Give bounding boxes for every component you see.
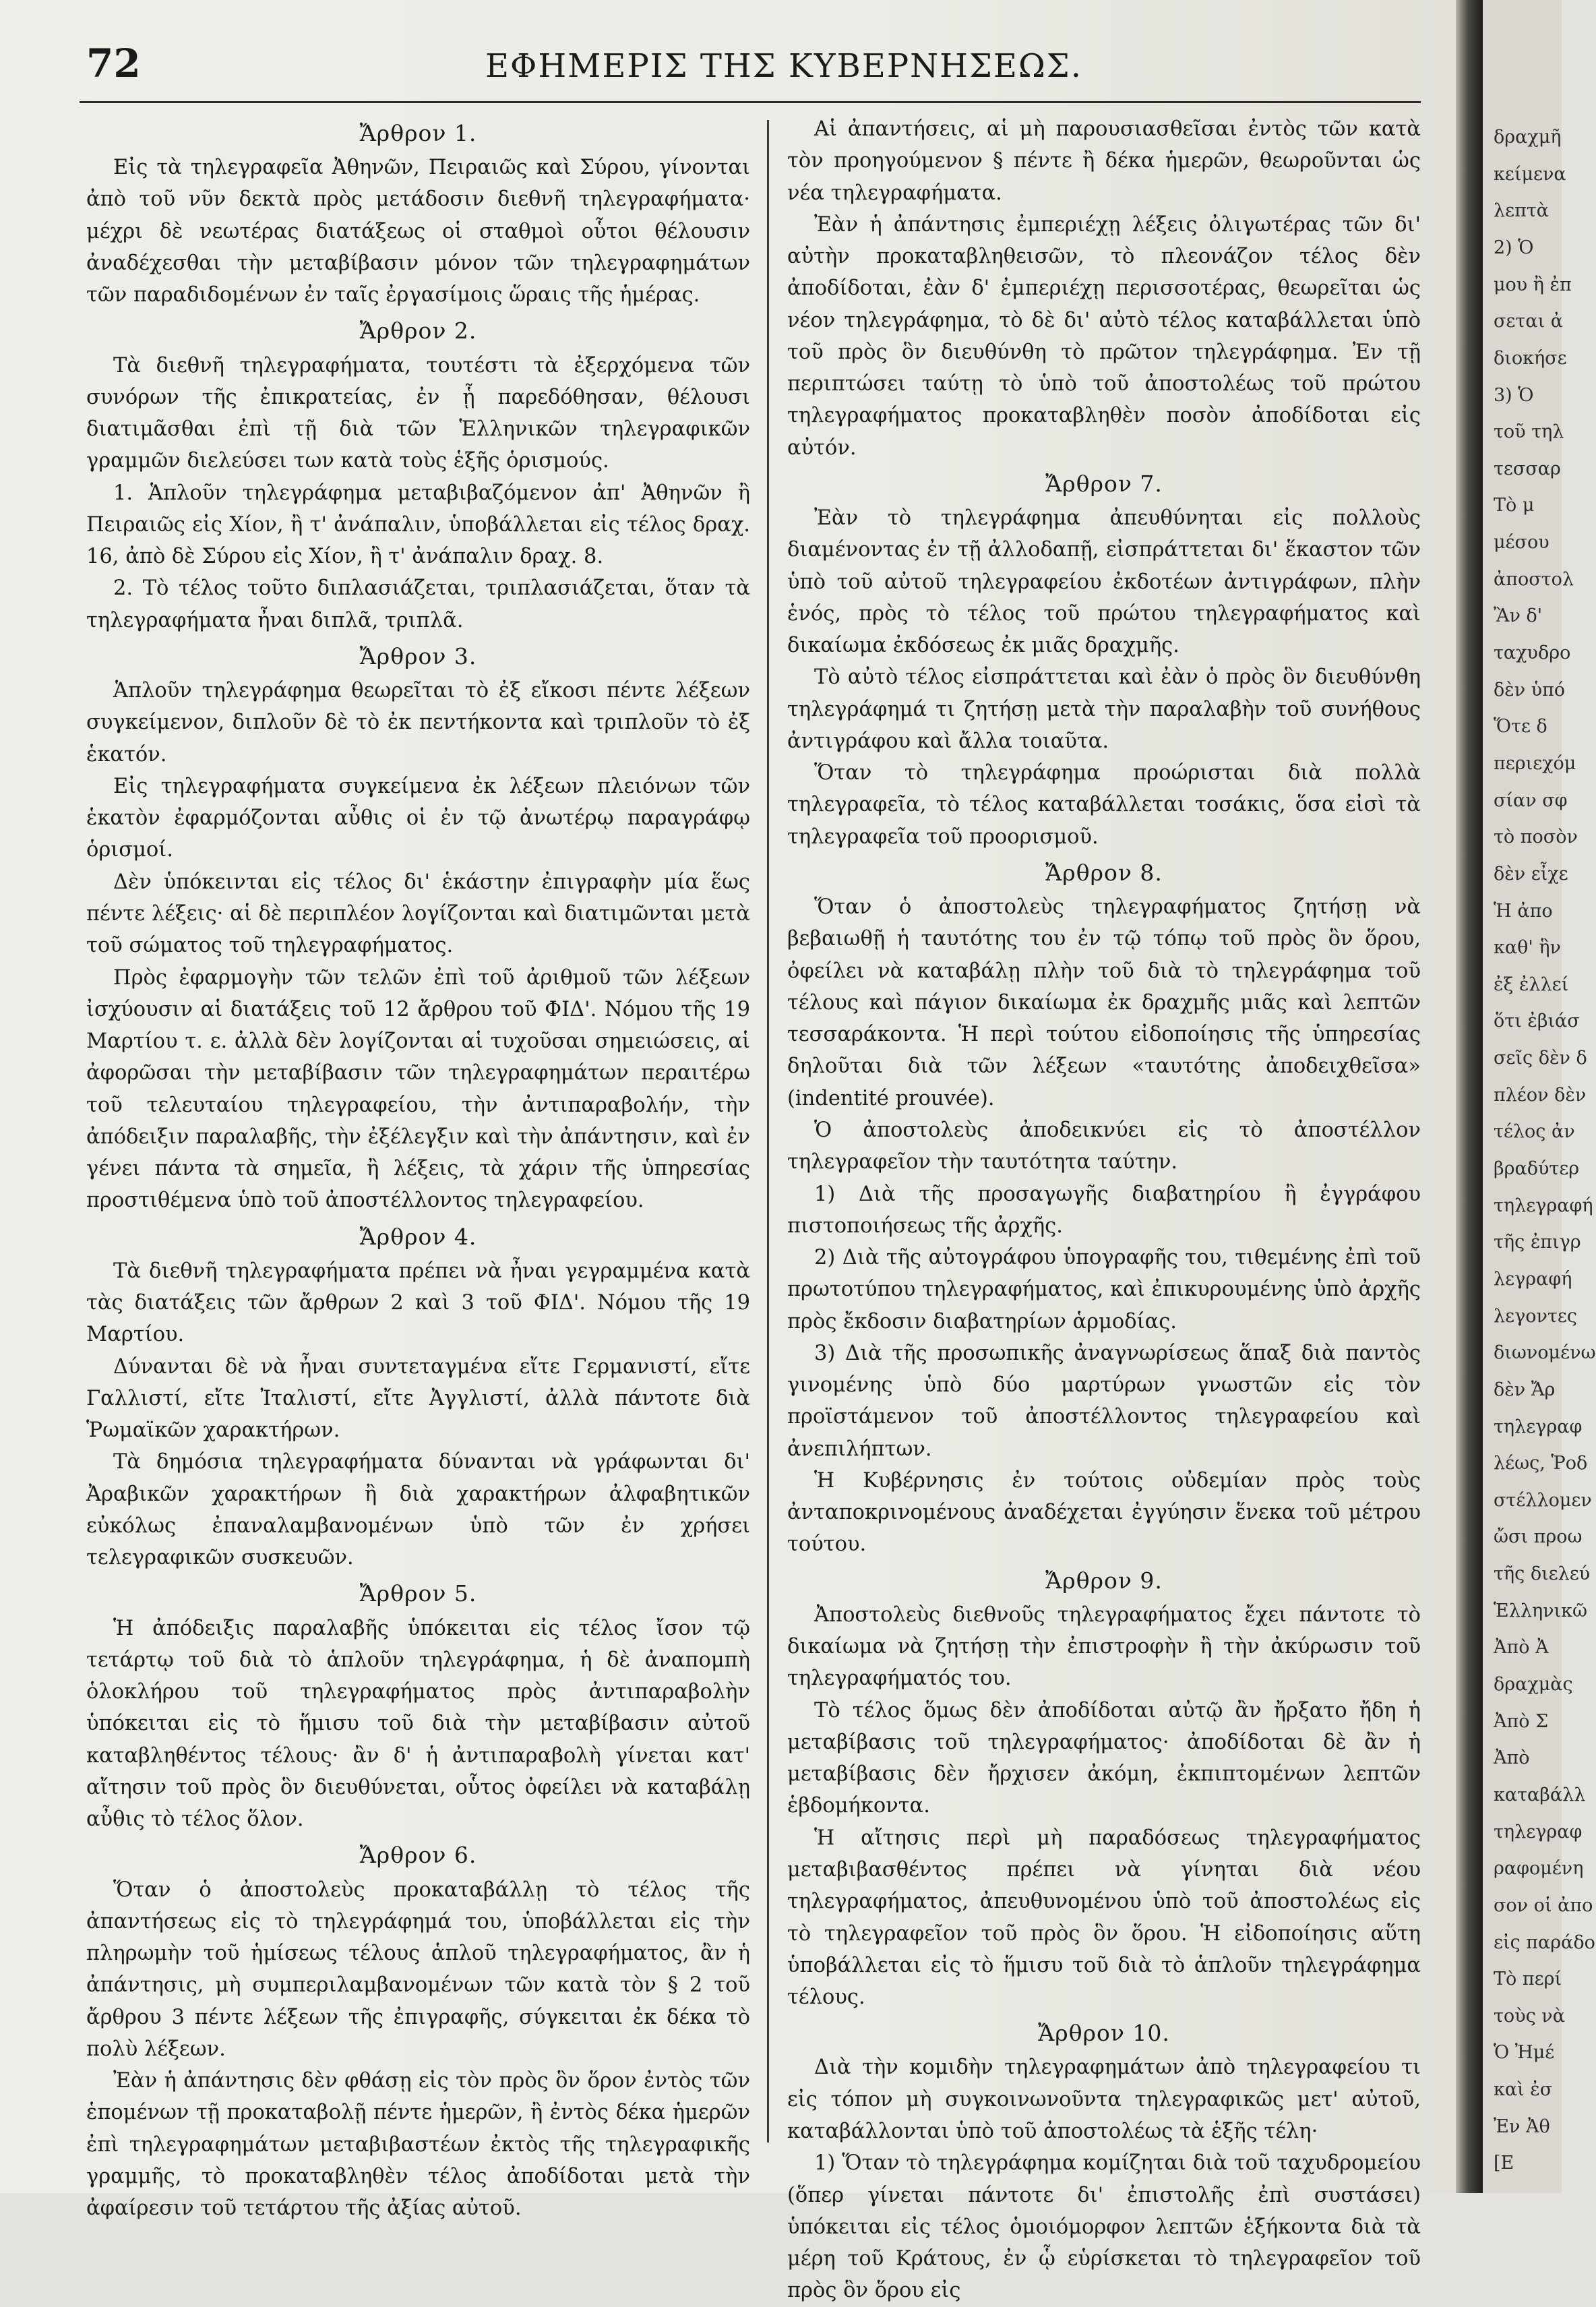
paragraph: 1. Ἁπλοῦν τηλεγράφημα μεταβιβαζόμενον ἀπ' Ἀθηνῶν ἢ Πειραιῶς εἰς Χίον, ἢ τ' ἀνάπαλιν, ὑποβάλλεται εἰς τέλος δραχ. 16, ἀπὸ δὲ Σύρου εἰς Χίον, ἢ τ' ἀνάπαλιν δραχ. 8.: [86, 481, 750, 569]
paragraph: Αἱ ἀπαντήσεις, αἱ μὴ παρουσιασθεῖσαι ἐντὸς τῶν κατὰ τὸν προηγούμενον § πέντε ἢ δέκα ἡμερῶν, θεωροῦνται ὡς νέα τηλεγραφήματα.: [787, 117, 1421, 205]
facing-page-fragment: τῆς ἐπιγρ: [1494, 1232, 1581, 1253]
paragraph: Τὰ διεθνῆ τηλεγραφήματα, τουτέστι τὰ ἐξερχόμενα τῶν συνόρων τῆς ἐπικρατείας, ἐν ᾗ παρεδόθησαν, θέλουσι διατιμᾶσθαι ἐπὶ τῇ διὰ τῶν Ἑλληνικῶν τηλεγραφικῶν γραμμῶν διελεύσει των κατὰ τοὺς ἑξῆς ὁρισμούς.: [86, 353, 750, 473]
facing-page-fragment: δραχμῆ: [1494, 127, 1562, 148]
facing-page-fragment: σον οἱ ἀπο: [1494, 1895, 1593, 1916]
facing-page-fragment: δὲν Ἄρ: [1494, 1379, 1556, 1400]
paragraph: Τὰ δημόσια τηλεγραφήματα δύνανται νὰ γράφωνται δι' Ἀραβικῶν χαρακτήρων ἢ διὰ χαρακτήρων ἀλφαβητικῶν εὐκόλως ἐπαναλαμβανομένων ὑπὸ τῶν ἐν χρήσει τελεγραφικῶν συσκευῶν.: [86, 1450, 750, 1570]
paragraph: 1) Διὰ τῆς προσαγωγῆς διαβατηρίου ἢ ἐγγράφου πιστοποιήσεως τῆς ἀρχῆς.: [787, 1182, 1421, 1238]
facing-page-fragment: Τὸ περί: [1494, 1969, 1562, 1989]
article-heading: Ἄρθρον 1.: [359, 120, 477, 146]
paragraph: 2. Τὸ τέλος τοῦτο διπλασιάζεται, τριπλασιάζεται, ὅταν τὰ τηλεγραφήματα ἦναι διπλᾶ, τριπλᾶ.: [86, 576, 750, 632]
article-heading: Ἄρθρον 10.: [1038, 2020, 1170, 2047]
page-number: 72: [86, 40, 141, 86]
facing-page-fragment: στέλλομεν: [1494, 1490, 1592, 1511]
article-heading: Ἄρθρον 7.: [1045, 470, 1163, 497]
paragraph: Τὸ τέλος ὅμως δὲν ἀποδίδοται αὐτῷ ἂν ἤρξατο ἤδη ἡ μεταβίβασις τοῦ τηλεγραφήματος· ἀποδίδοται δὲ ἂν ἡ μεταβίβασις δὲν ἤρχισεν ἀκόμη, ἐκπιπτομένων λεπτῶν ἑβδομήκοντα.: [787, 1698, 1421, 1818]
column-divider: [767, 120, 769, 2143]
paragraph: Ἡ Κυβέρνησις ἐν τούτοις οὐδεμίαν πρὸς τοὺς ἀνταποκρινομένους ἀναδέχεται ἐγγύησιν ἕνεκα τοῦ μέτρου τούτου.: [787, 1468, 1421, 1557]
paragraph: Ὁ ἀποστολεὺς ἀποδεικνύει εἰς τὸ ἀποστέλλον τηλεγραφεῖον τὴν ταυτότητα ταύτην.: [787, 1118, 1421, 1174]
facing-page-fragment: τοῦ τηλ: [1494, 421, 1564, 442]
facing-page-fragment: Ὁ Ἠμέ: [1494, 2042, 1555, 2063]
facing-page-fragment: λεπτὰ: [1494, 200, 1549, 221]
article-heading: Ἄρθρον 2.: [359, 318, 477, 344]
article-heading: Ἄρθρον 6.: [359, 1842, 477, 1869]
facing-page-fragment: πλέον δὲν: [1494, 1085, 1587, 1106]
facing-page-fragment: σεῖς δὲν δ: [1494, 1048, 1587, 1069]
paragraph: Δὲν ὑπόκεινται εἰς τέλος δι' ἑκάστην ἐπιγραφὴν μία ἕως πέντε λέξεις· αἱ δὲ περιπλέον λογίζονται καὶ διατιμῶνται μετὰ τοῦ σώματος τοῦ τηλεγραφήματος.: [86, 870, 750, 958]
paragraph: Τὸ αὐτὸ τέλος εἰσπράττεται καὶ ἐὰν ὁ πρὸς ὃν διευθύνθη τηλεγράφημά τι ζητήσῃ μετὰ τὴν παραλαβὴν τοῦ συνήθους ἀντιγράφου καὶ ἄλλα τοιαῦτα.: [787, 665, 1421, 753]
facing-page-fragment: Ὅτε δ: [1494, 716, 1547, 737]
facing-page-fragment: τηλεγραφή: [1494, 1195, 1593, 1216]
facing-page-fragment: βραδύτερ: [1494, 1158, 1580, 1179]
facing-page-fragment: κείμενα: [1494, 164, 1566, 185]
facing-page-fragment: [Ε: [1494, 2153, 1514, 2174]
paragraph: Ἁπλοῦν τηλεγράφημα θεωρεῖται τὸ ἐξ εἴκοσι πέντε λέξεων συγκείμενον, διπλοῦν δὲ τὸ ἐκ πεντήκοντα καὶ τριπλοῦν τὸ ἐξ ἑκατόν.: [86, 679, 750, 767]
facing-page-fragment: λεγραφή: [1494, 1269, 1572, 1290]
facing-page-fragment: ἀποστολ: [1494, 569, 1574, 590]
left-column: [86, 113, 750, 2221]
facing-page-fragment: 3) Ὁ: [1494, 385, 1534, 406]
paragraph: Δύνανται δὲ νὰ ἦναι συντεταγμένα εἴτε Γερμανιστί, εἴτε Γαλλιστί, εἴτε Ἰταλιστί, εἴτε Ἀγγλιστί, ἀλλὰ πάντοτε διὰ Ῥωμαϊκῶν χαρακτήρων.: [86, 1354, 750, 1443]
facing-page-fragment: Τὸ μ: [1494, 495, 1535, 516]
facing-page-fragment: τηλεγραφ: [1494, 1822, 1583, 1842]
facing-page-fragment: Ἂν δ': [1494, 605, 1543, 626]
paragraph: Ὅταν ὁ ἀποστολεὺς προκαταβάλλῃ τὸ τέλος τῆς ἀπαντήσεως εἰς τὸ τηλεγράφημά του, ὑποβάλλεται εἰς τὴν πληρωμὴν τοῦ ἡμίσεως τέλους ἁπλοῦ τηλεγραφήματος, ἂν ἡ ἀπάντησις, μὴ συμπεριλαμβανομένων τῶν κατὰ τὸν § 2 τοῦ ἄρθρου 3 πέντε λέξεων τῆς ἐπιγραφῆς, σύγκειται ἐκ δέκα τὸ πολὺ λέξεων.: [86, 1878, 750, 2061]
facing-page-fragment: Ἐν Ἀθ: [1494, 2116, 1550, 2137]
facing-page-fragment: καὶ ἐσ: [1494, 2079, 1553, 2100]
facing-page-fragment: σίαν σφ: [1494, 790, 1568, 811]
facing-page-fragment: Ἡ ἀπο: [1494, 901, 1553, 922]
facing-page-fragment: δὲν εἶχε: [1494, 864, 1568, 885]
paragraph: Ἡ αἴτησις περὶ μὴ παραδόσεως τηλεγραφήματος μεταβιβασθέντος πρέπει νὰ γίνηται διὰ νέου τηλεγραφήματος, ἀπευθυνομένου ὑπὸ τοῦ ἀποστολέως εἰς τὸ τηλεγραφεῖον τοῦ πρὸς ὃν ὅρου. Ἡ εἰδοποίησις αὕτη ὑποβάλλεται εἰς τὸ ἥμισυ τοῦ διὰ τὸ ἁπλοῦν τηλεγράφημα τέλους.: [787, 1826, 1421, 2010]
facing-page-fragment: δραχμὰς: [1494, 1674, 1573, 1695]
facing-page-fragment: Ἀπὸ Ἀ: [1494, 1637, 1549, 1658]
facing-page-fragment: εἰς παράδο: [1494, 1932, 1595, 1953]
header-rule: [80, 101, 1421, 103]
facing-page-fragment: καθ' ἣν: [1494, 937, 1561, 958]
paragraph: Ἡ ἀπόδειξις παραλαβῆς ὑπόκειται εἰς τέλος ἴσον τῷ τετάρτῳ τοῦ διὰ τὸ ἁπλοῦν τηλεγράφημα, ἡ δὲ ἀναπομπὴ ὁλοκλήρου τοῦ τηλεγραφήματος πρὸς ἀντιπαραβολὴν ὑπόκειται εἰς τὸ ἥμισυ τοῦ διὰ τὴν μεταβίβασιν αὐτοῦ καταβληθέντος τέλους· ἂν δ' ἡ ἀντιπαραβολὴ γίνεται κατ' αἴτησιν τοῦ πρὸς ὃν διευθύνεται, οὗτος ὀφείλει νὰ καταβάλῃ αὖθις τὸ τέλος ὅλον.: [86, 1616, 750, 1832]
right-column: [787, 113, 1421, 2303]
facing-page-edge: [1483, 0, 1596, 2193]
facing-page-fragment: μου ἢ ἐπ: [1494, 274, 1572, 295]
page-title: ΕΦΗΜΕΡΙΣ ΤΗΣ ΚΥΒΕΡΝΗΣΕΩΣ.: [485, 47, 1082, 85]
article-heading: Ἄρθρον 8.: [1045, 859, 1163, 886]
facing-page-fragment: 2) Ὁ: [1494, 237, 1534, 258]
facing-page-fragment: ἐξ ἐλλεί: [1494, 974, 1569, 995]
paragraph: Εἰς τὰ τηλεγραφεῖα Ἀθηνῶν, Πειραιῶς καὶ Σύρου, γίνονται ἀπὸ τοῦ νῦν δεκτὰ πρὸς μετάδοσιν διεθνῆ τηλεγραφήματα· μέχρι δὲ νεωτέρας διατάξεως οἱ σταθμοὶ οὗτοι θέλουσιν ἀναδέχεσθαι τὴν μεταβίβασιν μόνον τῶν τηλεγραφημάτων τῶν παραδιδομένων ἐν ταῖς ἐργασίμοις ὥραις τῆς ἡμέρας.: [86, 156, 750, 307]
book-binding: [1456, 0, 1483, 2193]
facing-page-fragment: τὸ ποσὸν: [1494, 827, 1578, 847]
facing-page-fragment: τοὺς νὰ: [1494, 2006, 1565, 2027]
article-heading: Ἄρθρον 3.: [359, 643, 477, 669]
facing-page-fragment: λεγοντες: [1494, 1306, 1577, 1327]
article-heading: Ἄρθρον 9.: [1045, 1567, 1163, 1594]
facing-page-fragment: τηλεγραφ: [1494, 1416, 1583, 1437]
facing-page-fragment: Ἀπὸ: [1494, 1747, 1530, 1768]
facing-page-fragment: σεται ἀ: [1494, 311, 1563, 332]
article-heading: Ἄρθρον 4.: [359, 1223, 477, 1250]
facing-page-fragment: τῆς διελεύ: [1494, 1563, 1591, 1584]
facing-page-fragment: ταχυδρο: [1494, 642, 1571, 663]
paragraph: Ἐὰν ἡ ἀπάντησις δὲν φθάσῃ εἰς τὸν πρὸς ὃν ὅρον ἐντὸς τῶν ἑπομένων τῇ προκαταβολῇ πέντε ἡμερῶν, ἢ ἐντὸς δέκα ἡμερῶν ἐπὶ τηλεγραφημάτων μεταβιβαστέων ἐκτὸς τῆς τηλεγραφικῆς γραμμῆς, τὸ προκαταβληθὲν τέλος ἀποδίδοται μετὰ τὴν ἀφαίρεσιν τοῦ τετάρτου τῆς ἀξίας αὐτοῦ.: [86, 2069, 750, 2221]
facing-page-fragment: ὤσι προω: [1494, 1526, 1583, 1547]
paragraph: 2) Διὰ τῆς αὐτογράφου ὑπογραφῆς του, τιθεμένης ἐπὶ τοῦ πρωτοτύπου τηλεγραφήματος, καὶ ἐπικυρουμένης ὑπὸ ἀρχῆς πρὸς ἔκδοσιν διαβατηρίων ἁρμοδίας.: [787, 1246, 1421, 1334]
paragraph: Ἐὰν τὸ τηλεγράφημα ἀπευθύνηται εἰς πολλοὺς διαμένοντας ἐν τῇ ἀλλοδαπῇ, εἰσπράττεται δι' ἕκαστον τῶν ὑπὸ τοῦ αὐτοῦ τηλεγραφείου ἐκδοτέων ἀντιγράφων, πλὴν ἑνός, πρὸς τὸ τέλος τοῦ πρώτου τηλεγραφήματος καὶ δικαίωμα ἐκδόσεως ἐκ μιᾶς δραχμῆς.: [787, 506, 1421, 658]
facing-page-fragment: Ἀπὸ Σ: [1494, 1711, 1549, 1732]
facing-page-fragment: μέσου: [1494, 532, 1549, 553]
facing-page-fragment: τεσσαρ: [1494, 458, 1561, 479]
facing-page-fragment: ὅτι ἐβιάσ: [1494, 1011, 1580, 1031]
facing-page-fragment: περιεχόμ: [1494, 753, 1576, 774]
facing-page-fragment: λέως, Ῥοδ: [1494, 1453, 1588, 1474]
paragraph: Πρὸς ἐφαρμογὴν τῶν τελῶν ἐπὶ τοῦ ἀριθμοῦ τῶν λέξεων ἰσχύουσιν αἱ διατάξεις τοῦ 12 ἄρθρου τοῦ ΦΙΔ'. Νόμου τῆς 19 Μαρτίου τ. ε. ἀλλὰ δὲν λογίζονται αἱ τυχοῦσαι σημειώσεις, αἱ ἀφορῶσαι τὴν μεταβίβασιν τῶν τηλεγραφημάτων περαιτέρω τοῦ τελευταίου τηλεγραφείου, τὴν ἀντιπαραβολήν, τὴν ἀπόδειξιν παραλαβῆς, τὴν ἐξέλεγξιν καὶ τὴν ἀπάντησιν, καὶ ἐν γένει πάντα τὰ σημεῖα, ἢ λέξεις, τὰ χάριν τῆς ὑπηρεσίας προστιθέμενα ὑπὸ τοῦ ἀποστέλλοντος τηλεγραφείου.: [86, 965, 750, 1213]
facing-page-fragment: ραφομένη: [1494, 1858, 1584, 1879]
facing-page-fragment: διωνομένω: [1494, 1342, 1596, 1363]
paragraph: Τὰ διεθνῆ τηλεγραφήματα πρέπει νὰ ἦναι γεγραμμένα κατὰ τὰς διατάξεις τῶν ἄρθρων 2 καὶ 3 τοῦ ΦΙΔ'. Νόμου τῆς 19 Μαρτίου.: [86, 1259, 750, 1347]
facing-page-fragment: καταβάλλ: [1494, 1785, 1586, 1805]
paragraph: Ὅταν τὸ τηλεγράφημα προώρισται διὰ πολλὰ τηλεγραφεῖα, τὸ τέλος καταβάλλεται τοσάκις, ὅσα εἰσὶ τὰ τηλεγραφεῖα τοῦ προορισμοῦ.: [787, 761, 1421, 849]
paragraph: Ἀποστολεὺς διεθνοῦς τηλεγραφήματος ἔχει πάντοτε τὸ δικαίωμα νὰ ζητήσῃ τὴν ἐπιστροφὴν ἢ τὴν ἀκύρωσιν τοῦ τηλεγραφήματός του.: [787, 1602, 1421, 1691]
article-heading: Ἄρθρον 5.: [359, 1580, 477, 1607]
paragraph: Ὅταν ὁ ἀποστολεὺς τηλεγραφήματος ζητήσῃ νὰ βεβαιωθῇ ἡ ταυτότης του ἐν τῷ τόπῳ τοῦ πρὸς ὃν ὅρου, ὀφείλει νὰ καταβάλῃ πλὴν τοῦ διὰ τὸ τηλεγράφημα τοῦ τέλους καὶ πάγιον δικαίωμα ἐκ δραχμῆς μιᾶς καὶ λεπτῶν τεσσαράκοντα. Ἡ περὶ τούτου εἰδοποίησις τῆς ὑπηρεσίας δηλοῦται διὰ τῶν λέξεων «ταυτότης ἀποδειχθεῖσα» (indentité prouvée).: [787, 895, 1421, 1110]
facing-page-fragment: τέλος ἀν: [1494, 1121, 1575, 1142]
paragraph: Διὰ τὴν κομιδὴν τηλεγραφημάτων ἀπὸ τηλεγραφείου τι εἰς τόπον μὴ συγκοινωνοῦντα τηλεγραφικῶς μετ' αὐτοῦ, καταβάλλονται ὑπὸ τοῦ ἀποστολέως τὰ ἑξῆς τέλη·: [787, 2056, 1421, 2143]
paragraph: Εἰς τηλεγραφήματα συγκείμενα ἐκ λέξεων πλειόνων τῶν ἑκατὸν ἐφαρμόζονται αὖθις οἱ ἐν τῷ ἀνωτέρῳ παραγράφῳ ὁρισμοί.: [86, 774, 750, 862]
facing-page-fragment: δὲν ὑπό: [1494, 680, 1566, 700]
paragraph: 3) Διὰ τῆς προσωπικῆς ἀναγνωρίσεως ἅπαξ διὰ παντὸς γινομένης ὑπὸ δύο μαρτύρων γνωστῶν εἰς τὸν προϊστάμενον τοῦ ἀποστέλλοντος τηλεγραφείου καὶ ἀνεπιλήπτων.: [787, 1341, 1421, 1461]
facing-page-fragment: διοκήσε: [1494, 348, 1567, 369]
paragraph: Ἐὰν ἡ ἀπάντησις ἐμπεριέχῃ λέξεις ὀλιγωτέρας τῶν δι' αὐτὴν προκαταβληθεισῶν, τὸ πλεονάζον τέλος δὲν ἀποδίδοται, ἐὰν δ' ἐμπεριέχῃ περισσοτέρας, θεωρεῖται ὡς νέον τηλεγράφημα, τὸ δὲ δι' αὐτὸ τέλος καταβάλλεται ὑπὸ τοῦ πρὸς ὃν διευθύνθη τὸ πρῶτον τηλεγράφημα. Ἐν τῇ περιπτώσει ταύτῃ τὸ ὑπὸ τοῦ ἀποστολέως τοῦ πρώτου τηλεγραφήματος προκαταβληθὲν ποσὸν ἀποδίδοται εἰς αὐτόν.: [787, 212, 1421, 460]
facing-page-fragment: Ἑλληνικῶ: [1494, 1600, 1588, 1621]
paragraph: 1) Ὅταν τὸ τηλεγράφημα κομίζηται διὰ τοῦ ταχυδρομείου (ὅπερ γίνεται πάντοτε δι' ἐπιστολῆς ἐπὶ συστάσει) ὑπόκειται εἰς τέλος ὁμοιόμορφον λεπτῶν ἑξήκοντα διὰ τὰ μέρη τοῦ Κράτους, ἐν ᾧ εὑρίσκεται τὸ τηλεγραφεῖον τοῦ πρὸς ὃν ὅρου εἰς: [787, 2151, 1421, 2303]
